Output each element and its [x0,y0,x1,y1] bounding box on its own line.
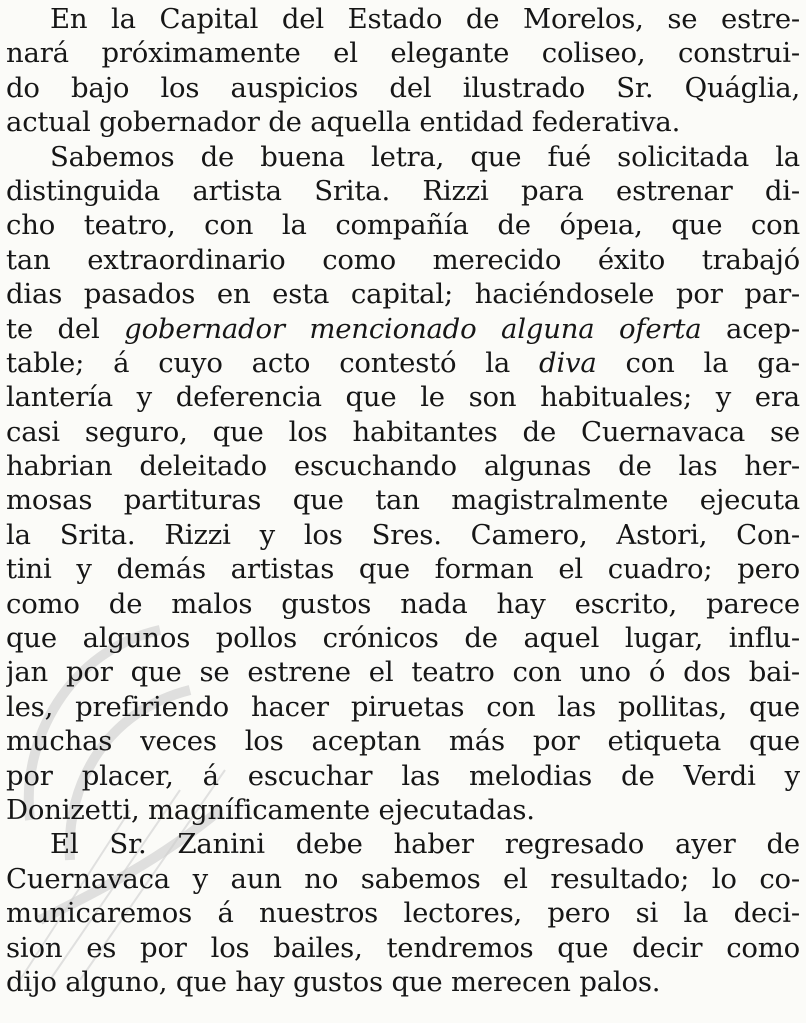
article-line: habrian deleitado escuchando algunas de las her- [6,450,800,483]
article-text: table; á cuyo acto contestó la [6,346,540,379]
article-body [6,2,800,999]
article-line: tan extraordinario como merecido éxito trabajó [6,243,800,276]
article-line: lantería y deferencia que le son habituales; y era [6,381,800,414]
article-line: municaremos á nuestros lectores, pero si la deci- [6,897,800,930]
article-line: nará próximamente el elegante coliseo, construi- [6,37,800,70]
article-line: cho teatro, con la compañía de ópeıa, que con [6,209,800,242]
article-line: tini y demás artistas que forman el cuadro; pero [6,553,800,586]
article-line: jan por que se estrene el teatro con uno ó dos bai- [6,656,800,689]
article-text: con la ga- [596,346,800,379]
article-line: dijo alguno, que hay gustos que merecen palos. [6,965,661,998]
article-line: la Srita. Rizzi y los Sres. Camero, Astori, Con- [6,518,800,551]
article-line [6,346,800,380]
article-line: sion es por los bailes, tendremos que decir como [6,931,800,964]
article-line: El Sr. Zanini debe haber regresado ayer de [50,828,800,861]
article-line: Donizetti, magníficamente ejecutadas. [6,793,535,826]
article-line: Sabemos de buena letra, que fué solicitada la [50,140,800,173]
article-line: muchas veces los aceptan más por etiqueta que [6,725,800,758]
article-line: En la Capital del Estado de Morelos, se estre- [50,3,800,35]
article-line: dias pasados en esta capital; haciéndosele por par- [6,278,800,311]
article-line: do bajo los auspicios del ilustrado Sr. Quáglia, [6,71,800,104]
article-italic-text: gobernador mencionado alguna oferta [124,312,702,345]
article-line: que algunos pollos crónicos de aquel lugar, influ- [6,622,800,655]
article-line [6,312,800,346]
article-line: mosas partituras que tan magistralmente ejecuta [6,484,800,517]
article-text: acep- [701,312,800,345]
article-line: Cuernavaca y aun no sabemos el resultado; lo co- [6,862,800,895]
article-line: casi seguro, que los habitantes de Cuernavaca se [6,415,800,448]
article-line: por placer, á escuchar las melodias de Verdi y [6,759,800,792]
article-italic-text: diva [539,346,597,379]
article-text: te del [6,312,125,345]
article-line: les, prefiriendo hacer piruetas con las pollitas, que [6,690,800,723]
article-line: como de malos gustos nada hay escrito, parece [6,587,800,620]
article-line: actual gobernador de aquella entidad federativa. [6,106,681,139]
article-line: distinguida artista Srita. Rizzi para estrenar di- [6,174,800,207]
